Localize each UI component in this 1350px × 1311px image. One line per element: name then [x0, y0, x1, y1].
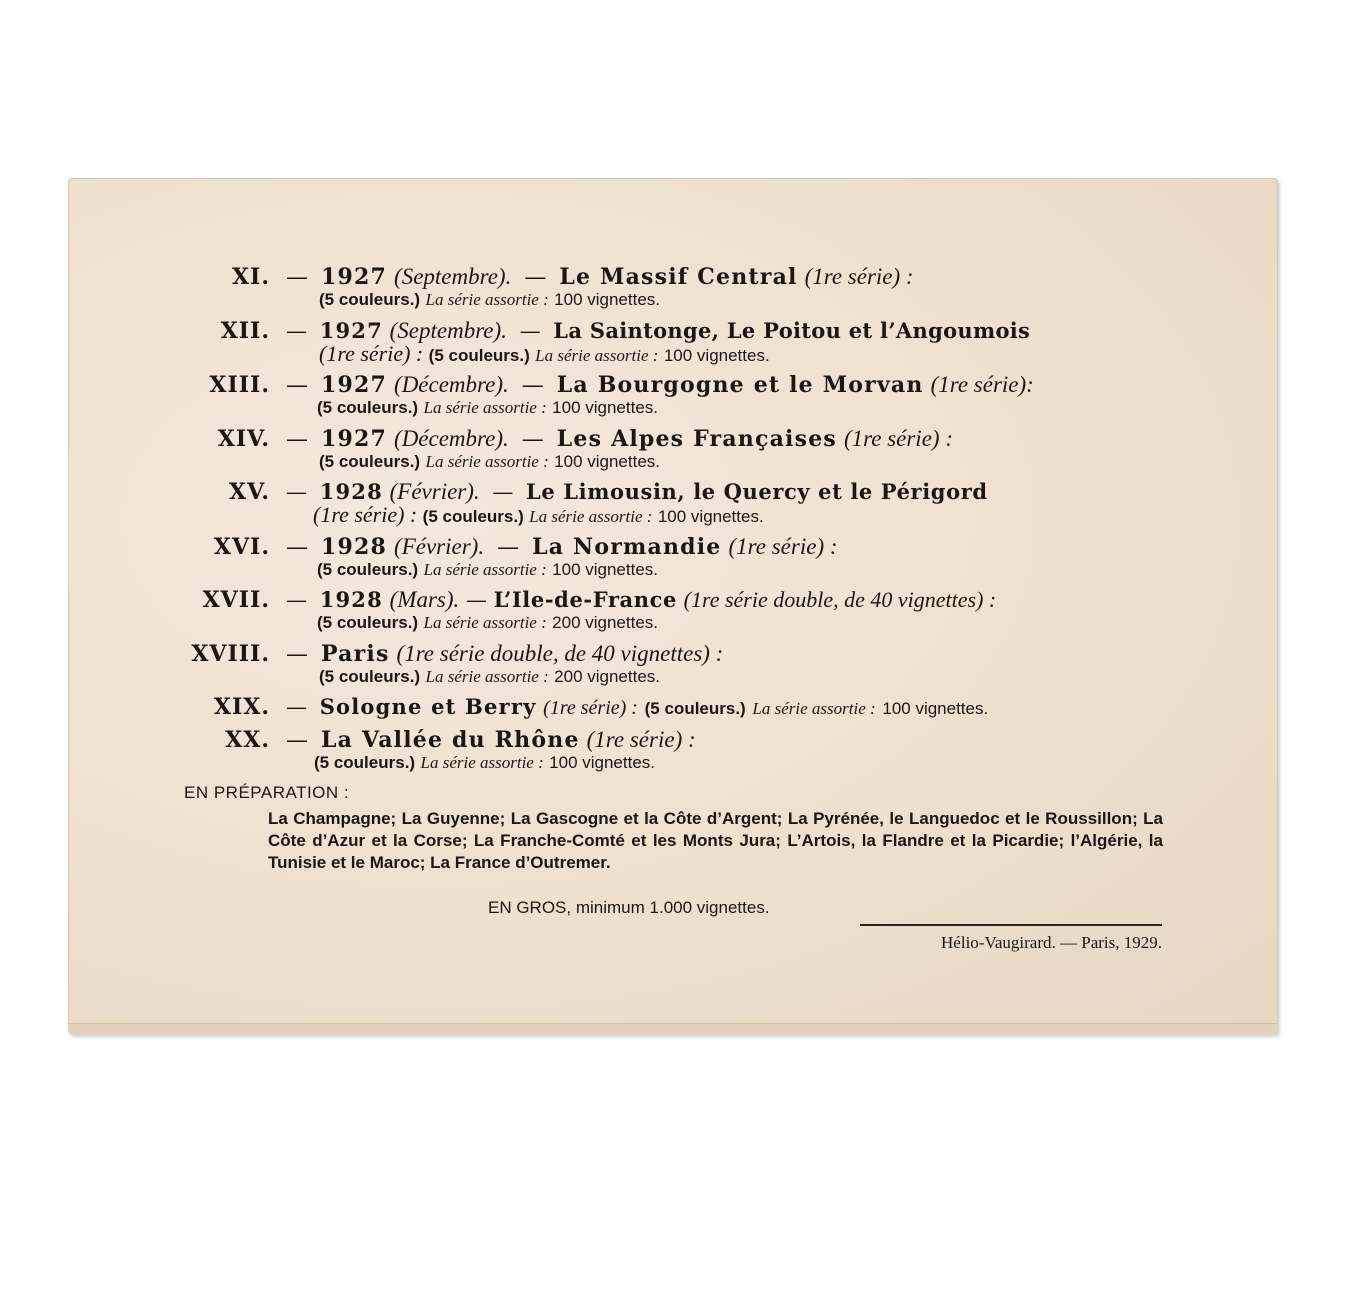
- entry-count: 200 vignettes.: [554, 667, 661, 686]
- entry-series: (1re série) :: [804, 264, 914, 289]
- entry-number: XIX.: [213, 694, 270, 720]
- entry-period: (Mars).: [389, 587, 460, 612]
- entry-colors: (5 couleurs.): [317, 398, 419, 417]
- entry-assort: La série assortie :: [425, 452, 549, 471]
- entry-year: 1928: [319, 587, 383, 612]
- entry-title: La Normandie: [532, 534, 722, 560]
- entry-colors: (5 couleurs.): [644, 699, 746, 718]
- entry-count: 100 vignettes.: [657, 507, 764, 526]
- entry-assort: La série assortie :: [535, 346, 659, 365]
- entry-title: La Bourgogne et le Morvan: [556, 372, 924, 398]
- entry-number: XI.: [231, 264, 270, 290]
- entry-number: XII.: [220, 318, 270, 344]
- wholesale-note: EN GROS, minimum 1.000 vignettes.: [488, 898, 770, 917]
- preparation-list: La Champagne; La Guyenne; La Gascogne et la Côte d’Argent; La Pyrénée, le Languedoc et le Roussillon; La Côte d’Azur et la Corse; La Franche-Comté et les Monts Jura; L’Artois, la Flandre et la Picardie; l’Algérie, la Tunisie et le Maroc; La France d’Outremer.: [268, 809, 1163, 872]
- entry-series: (1re série double, de 40 vignettes) :: [683, 587, 997, 612]
- entry-count: 100 vignettes.: [552, 398, 659, 417]
- entry-number: XVI.: [213, 534, 270, 560]
- entry-colors: (5 couleurs.): [319, 452, 421, 471]
- entry-year: 1927: [321, 264, 388, 290]
- entry-colors: (5 couleurs.): [317, 613, 419, 632]
- entry-count: 100 vignettes.: [663, 346, 770, 365]
- entry-assort: La série assortie :: [425, 290, 549, 309]
- entry-period: (Février).: [394, 534, 485, 559]
- preparation-label: EN PRÉPARATION :: [184, 783, 350, 802]
- entry-colors: (5 couleurs.): [317, 560, 419, 579]
- entry-series: (1re série) :: [586, 727, 696, 752]
- entry-title: Le Limousin, le Quercy et le Périgord: [526, 479, 988, 504]
- entry-number: XVII.: [202, 587, 270, 613]
- entry-count: 100 vignettes.: [552, 560, 659, 579]
- entry-title: Les Alpes Françaises: [556, 426, 837, 452]
- entry-number: XV.: [229, 479, 270, 505]
- entry-title: La Saintonge, Le Poitou et l’Angoumois: [553, 318, 1031, 343]
- entry-series: (1re série) :: [313, 502, 418, 527]
- entry-number: XIV.: [217, 426, 270, 452]
- entry-colors: (5 couleurs.): [314, 753, 416, 772]
- entry-assort: La série assortie :: [423, 613, 547, 632]
- entry-period: (Septembre).: [394, 264, 512, 289]
- entry-assort: La série assortie :: [423, 398, 547, 417]
- entry-title: La Vallée du Rhône: [321, 727, 580, 753]
- divider-rule: [860, 924, 1162, 926]
- entry-title: L’Ile-de-France: [493, 587, 677, 612]
- entry-colors: (5 couleurs.): [428, 346, 530, 365]
- entry-period: (Février).: [389, 479, 480, 504]
- entry-number: XVIII.: [191, 641, 270, 667]
- entry-count: 200 vignettes.: [552, 613, 659, 632]
- entry-series: (1re série) :: [728, 534, 838, 559]
- entry-count: 100 vignettes.: [554, 452, 661, 471]
- entry-year: 1928: [321, 534, 388, 560]
- entry-number: XX.: [225, 727, 270, 753]
- entry-series: (1re série):: [930, 372, 1034, 397]
- entry-count: 100 vignettes.: [882, 699, 989, 718]
- entry-colors: (5 couleurs.): [319, 290, 421, 309]
- entry-assort: La série assortie :: [425, 667, 549, 686]
- entry-colors: (5 couleurs.): [422, 507, 524, 526]
- entry-series: (1re série) :: [543, 697, 638, 719]
- entry-period: (Décembre).: [394, 426, 509, 451]
- entry-series: (1re série) :: [319, 341, 424, 366]
- printer-imprint: Hélio-Vaugirard. — Paris, 1929.: [941, 933, 1162, 952]
- entry-number: XIII.: [209, 372, 270, 398]
- entry-count: 100 vignettes.: [554, 290, 661, 309]
- entry-assort: La série assortie :: [423, 560, 547, 579]
- entry-title: Le Massif Central: [559, 264, 798, 290]
- entry-count: 100 vignettes.: [549, 753, 656, 772]
- entry-year: 1927: [321, 372, 388, 398]
- entry-title: Sologne et Berry: [319, 694, 537, 719]
- entry-series: (1re série double, de 40 vignettes) :: [396, 641, 724, 666]
- entry-period: (Septembre).: [389, 318, 507, 343]
- entry-year: 1927: [321, 426, 388, 452]
- entry-colors: (5 couleurs.): [319, 667, 421, 686]
- entry-series: (1re série) :: [843, 426, 953, 451]
- entry-year: 1928: [319, 479, 383, 504]
- entry-assort: La série assortie :: [752, 699, 876, 718]
- entry-year: 1927: [319, 318, 383, 343]
- entry-title: Paris: [321, 641, 390, 667]
- entry-assort: La série assortie :: [420, 753, 544, 772]
- entry-assort: La série assortie :: [529, 507, 653, 526]
- entry-period: (Décembre).: [394, 372, 509, 397]
